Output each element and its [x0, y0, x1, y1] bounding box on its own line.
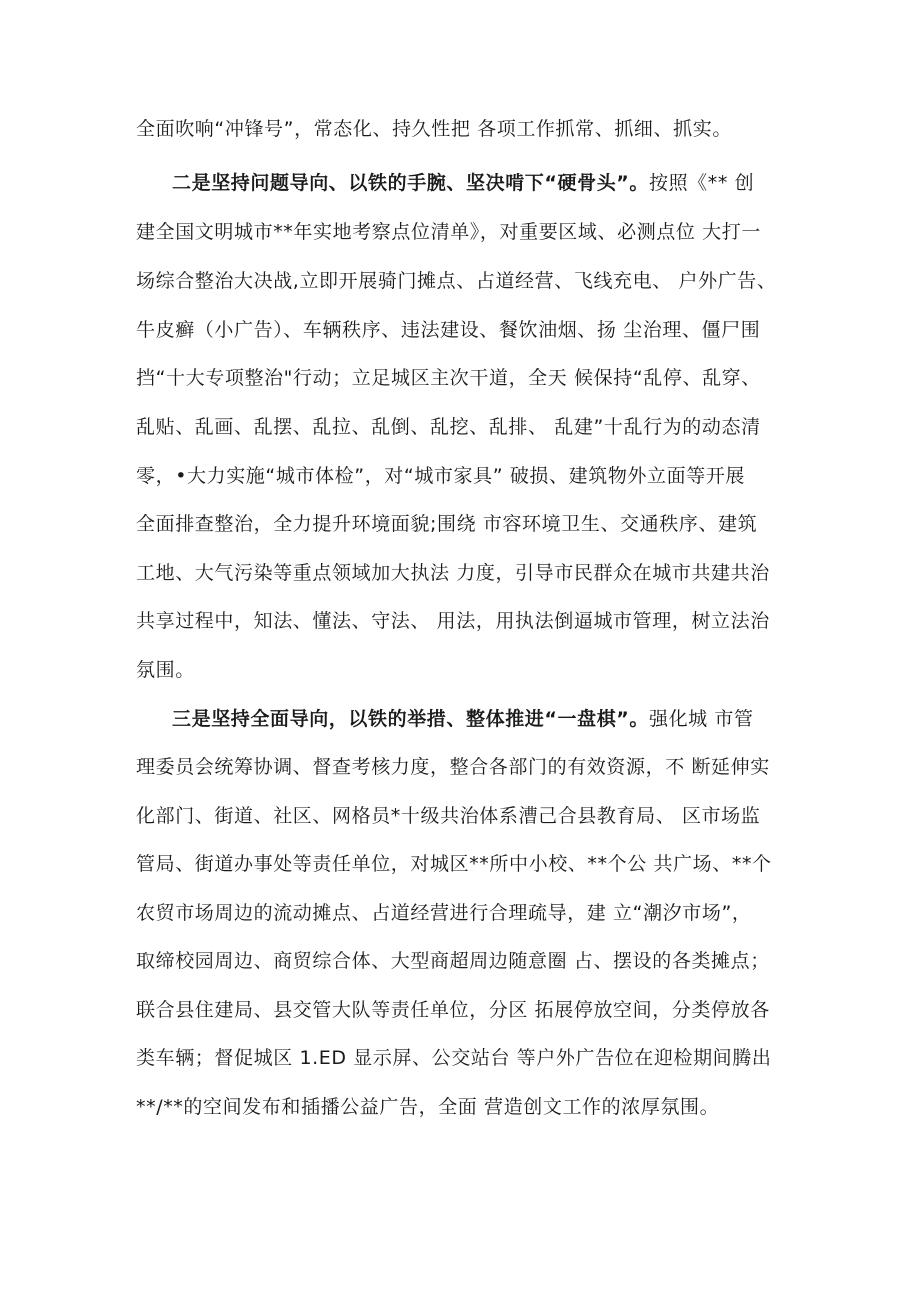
text-line — [136, 852, 772, 876]
text-line — [136, 220, 761, 244]
text-segment: 化部门、街道、社区、网格员*十级共治体系漕己合县教育局、 区市场监 — [136, 805, 761, 827]
text-line — [136, 117, 732, 141]
text-line — [136, 366, 761, 390]
section-two-heading: 二是坚持问题导向、以铁的手腕、坚决啃下“硬骨头”。 — [172, 172, 649, 194]
section-three-heading: 三是坚持全面导向，以铁的举措、整体推进“一盘棋”。 — [172, 708, 649, 730]
text-line — [136, 755, 770, 779]
text-segment: 场综合整治大决战,立即开展骑门摊点、占道经营、飞线充电、 户外广告、 — [136, 270, 777, 292]
text-segment: 建全国文明城市**年实地考察点位清单》，对重要区域、必测点位 大打一 — [136, 221, 761, 243]
text-segment: 共享过程中，知法、懂法、守法、 用法，用执法倒逼城市管理，树立法治 — [136, 610, 770, 632]
text-line — [136, 561, 770, 585]
text-line — [136, 464, 745, 488]
text-line — [136, 415, 761, 439]
text-segment: 牛皮癣（小广告）、车辆秩序、违法建设、餐饮油烟、扬 尘治理、僵尸围 — [136, 319, 761, 341]
section-two-heading-line — [172, 171, 754, 195]
text-line — [136, 1095, 719, 1119]
text-line — [136, 804, 760, 828]
text-line — [136, 658, 195, 682]
text-line — [136, 901, 752, 925]
text-line — [136, 609, 770, 633]
text-line — [136, 269, 776, 293]
text-segment: 工地、大气污染等重点领域加大执法 力度，引导市民群众在城市共建共治 — [136, 562, 770, 584]
text-line — [136, 512, 757, 536]
text-segment: 理委员会统筹协调、督查考核力度，整合各部门的有效资源，不 断延伸实 — [136, 756, 770, 778]
text-segment: 强化城 市管 — [648, 708, 754, 730]
text-segment: 零，•大力实施“城市体检”，对“城市家具” 破损、建筑物外立面等开展 — [136, 465, 746, 487]
section-three-heading-line — [172, 707, 754, 731]
text-segment: 农贸市场周边的流动摊点、占道经营进行合理疏导，建 立“潮汐市场”， — [136, 902, 752, 924]
text-line — [136, 949, 770, 973]
text-segment: 挡“十大专项整治"行动；立足城区主次干道，全天 候保持“乱停、乱穿、 — [136, 367, 761, 389]
text-segment: 氛围。 — [136, 659, 195, 681]
text-line — [136, 1046, 771, 1070]
text-segment: 联合县住建局、县交管大队等责任单位，分区 拓展停放空间，分类停放各 — [136, 999, 770, 1021]
text-line — [136, 318, 760, 342]
text-segment: 类车辆；督促城区 1.ED 显示屏、公交站台 等户外广告位在迎检期间腾出 — [136, 1047, 772, 1069]
text-segment: 按照《** 创 — [648, 172, 755, 194]
text-segment: **/**的空间发布和插播公益广告，全面 营造创文工作的浓厚氛围。 — [136, 1096, 720, 1118]
text-segment: 乱贴、乱画、乱摆、乱拉、乱倒、乱挖、乱排、 乱建”十乱行为的动态清 — [136, 416, 761, 438]
text-segment: 全面吹响“冲锋号”，常态化、持久性把 各项工作抓常、抓细、抓实。 — [136, 118, 732, 140]
text-segment: 全面排查整治，全力提升环境面貌;围绕 市容环境卫生、交通秩序、建筑 — [136, 513, 758, 535]
text-segment: 取缔校园周边、商贸综合体、大型商超周边随意圈 占、摆设的各类摊点； — [136, 950, 770, 972]
text-segment: 管局、街道办事处等责任单位，对城区**所中小校、**个公 共广场、**个 — [136, 853, 772, 875]
text-line — [136, 998, 770, 1022]
